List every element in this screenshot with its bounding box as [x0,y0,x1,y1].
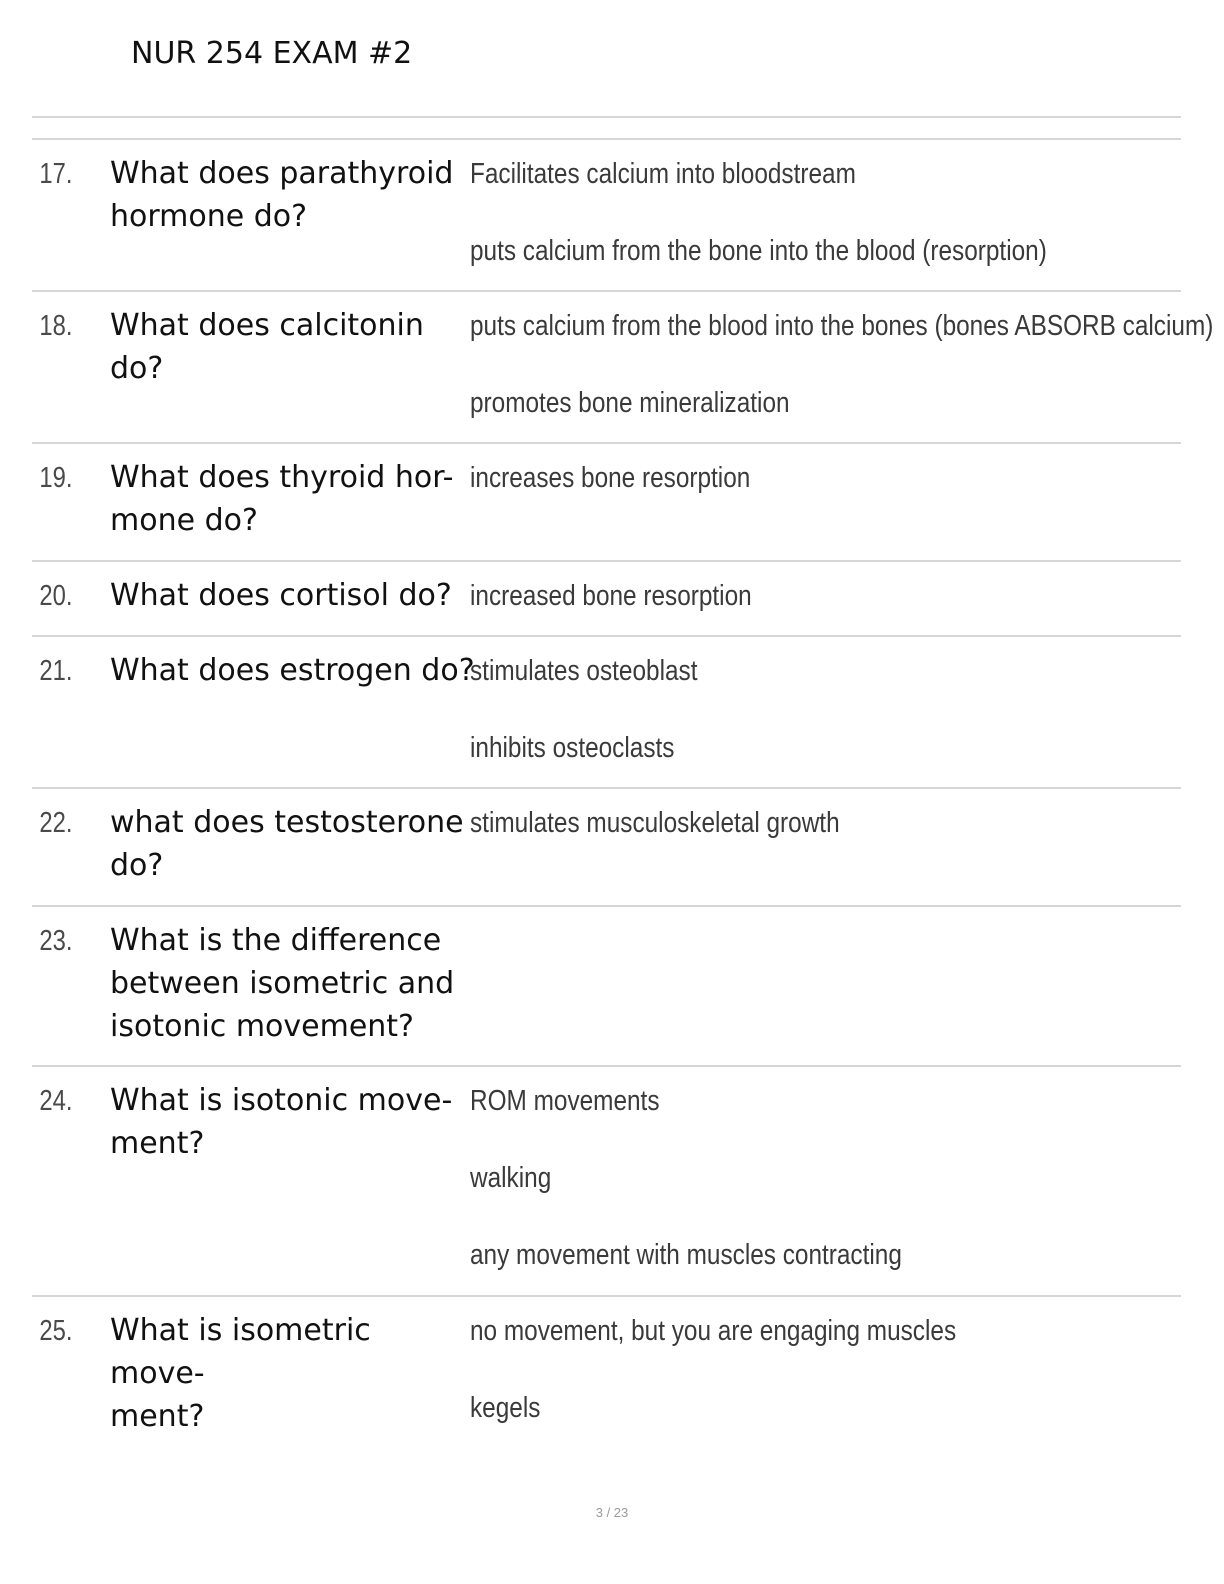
card-answer [470,156,1181,276]
card-number: 19. [39,462,73,494]
answer-line: puts calcium from the bone into the blood (resorption) [470,235,1047,267]
card-number: 18. [39,310,73,342]
flashcard-row [32,562,1181,637]
card-question: What does thyroid hor- mone do? [110,460,454,538]
card-question: What is isometric move- ment? [110,1313,371,1434]
card-answer [470,1083,1181,1281]
document-title: NUR 254 EXAM #2 [131,36,413,71]
answer-line: increased bone resorption [470,580,752,612]
answer-line: kegels [470,1392,541,1424]
card-answer [470,923,1181,1051]
card-number: 20. [39,580,73,612]
answer-line: Facilitates calcium into bloodstream [470,158,856,190]
answer-line: walking [470,1162,552,1194]
card-question: What is isotonic move- ment? [110,1083,453,1161]
answer-line: puts calcium from the blood into the bones (bones ABSORB calcium) [470,310,1214,342]
card-answer [470,653,1181,773]
flashcard-row [32,1067,1181,1297]
answer-line: no movement, but you are engaging muscles [470,1315,957,1347]
answer-line: promotes bone mineralization [470,387,790,419]
flashcard-row [32,140,1181,292]
card-question: What is the difference between isometric and isotonic movement? [110,923,455,1044]
card-number: 21. [39,655,73,687]
card-question: What does estrogen do? [110,653,475,688]
flashcard-row [32,292,1214,444]
card-answer [470,460,1181,546]
flashcard-row [32,637,1181,789]
card-number: 17. [39,158,73,190]
flashcard-row [32,1297,1181,1447]
card-question: What does cortisol do? [110,578,452,613]
flashcard-row [32,907,1181,1067]
card-answer [470,578,1181,621]
card-answer [470,805,1181,891]
answer-line: stimulates musculoskeletal growth [470,807,840,839]
card-answer [470,1313,1181,1433]
card-question: What does parathyroid hormone do? [110,156,454,234]
answer-line: increases bone resorption [470,462,751,494]
card-number: 23. [39,925,73,957]
flashcard-list [32,138,1214,1447]
answer-line: inhibits osteoclasts [470,732,675,764]
answer-line: stimulates osteoblast [470,655,698,687]
card-answer [470,308,1224,428]
flashcard-row [32,444,1181,562]
card-number: 22. [39,807,73,839]
card-question: what does testosterone do? [110,805,464,883]
card-number: 25. [39,1315,73,1347]
header-divider [32,116,1181,118]
answer-line: any movement with muscles contracting [470,1239,902,1271]
page-indicator: 3 / 23 [595,1505,629,1520]
card-question: What does calcitonin do? [110,308,424,386]
flashcard-row [32,789,1181,907]
answer-line: ROM movements [470,1085,660,1117]
card-number: 24. [39,1085,73,1117]
